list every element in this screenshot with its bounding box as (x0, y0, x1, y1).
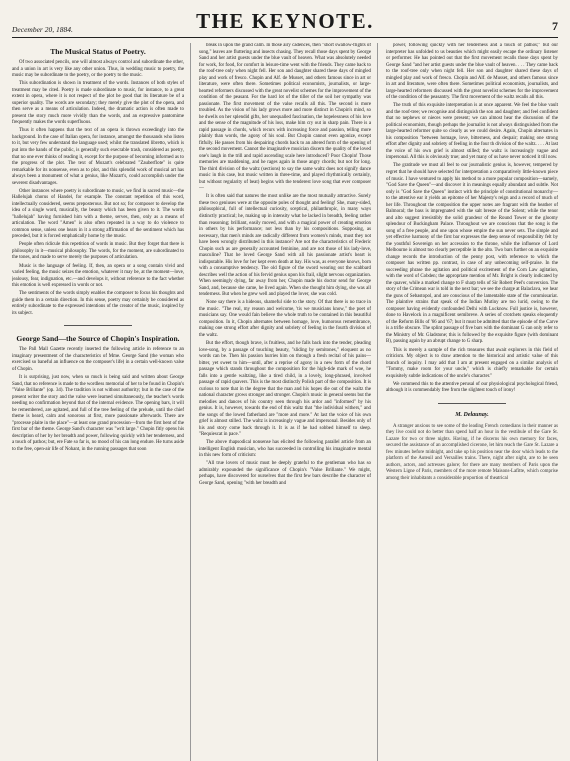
article-heading-poetry: The Musical Status of Poetry. (50, 47, 146, 56)
paragraph: The truth of this exquisite interpretation is at once apparent. We feel the blue vault and the roof-tree; we recognise and distinguish the son and daughter; and feel confident that no nephews or nieces were present; we can almost hear the discussion of the political economists, though perhaps the journalist is not always distinguished from the large-hearted reformer quite so clearly as we could desire. Again, Chopin alternates in his composition "between homage, love, bitterness, and despair; making one strong effort after dignity and sobriety of feeling in the four th division of the waltz. . . . At last the voice of his own grief is almost stilled; the waltz is increasingly vague and impersonal. All this is obviously true; and yet many of us have never noticed it till now. (386, 103, 558, 161)
issue-date: December 20, 1884. (12, 25, 73, 34)
article-body-continued (199, 43, 371, 488)
column-2 (199, 43, 378, 761)
section-divider (438, 403, 507, 404)
paragraph: break in upon the grand calm. In those airy cadences, then "short swallow-flights of song," leaves are fluttering and insects chasing. They recall those days spent by George Sand and her artist guests under the blue vault of heaven. What was absolutely needed for work, for food, for comfort in leisure-time went with the friends. They came back to the roof-tree only when night fell. Her son and daughter shared these days of mingled play and work of fresco. Chopin and Alf. de Musset, and others famous since in art or literature, were often there. Sometimes political economists, journalists, or large-hearted reformers discussed with the great novelist schemes for the improvement of the condition of the peasant. For the hard lot of the tiller of the soil her sympathy was passionate. The first movement of the valse recalls all this. The second is more troubled. As the vision of his lady grows more and more distinct in Chopin's mind, so he dwells on her splendid gifts, her unequalled fascination, the hopelessness of his love and the sense of the magnitude of his loss, make him cry out in sharp pain. There is a rapid passage in chords, which recurs with increasing force and passion, telling more plainly than words, the agony of his soul. But Chopin cannot even agonize, except fitfully. He passes from his despairing chords back to an altered form of the opening of the second movement. Cannot the imaginative musician discern the quality of the loved one's laugh in the trill and rapid ascending scale here introduced? Poor Chopin! Those memories are maddening, and he rages again in those angry chords; but not for long. The third division of the waltz (sections) to say the same waltz does not signify dance music in this case, but music written in three-time, and played rhythmically certainly, but without regularity of beat) begins with the tenderest love song that ever composer— (199, 43, 371, 192)
paragraph: Of two associated pencils, one will almost always control and subordinate the other, and a union in art is very like any other union. Thus, in wedding music to poetry, the music may be subordinate to the poetry, or the poetry to the music. (12, 60, 184, 79)
paragraph: A stranger anxious to see some of the leading French comedians in their manner as they live could not do better than spend half an hour in the vestibule of the Gare St. Lazare for two or three nights. Having, if he discerns his own memory for faces, secured the assistance of an accomplished cicerone, let him reach the Gare St. Lazare a few minutes before midnight, and take up his position near the door which leads to the platform of the Auteuil and Versailles trains. There, night after night, are to be seen authors, actors, and actresses galore; for there are many members of Paris upon the Western Ligne of Paris, members of the more remote Maisons-Lafitte, which comprise among their inhabitants a considerable proportion of theatrical (386, 423, 558, 481)
paragraph: The sentiments of the words simply enables the composer to focus his thoughts and guide them in a certain direction. In this sense, poetry may certainly be considered as entirely subordinate to the expressed intentions of the creator of the music, inspired by its subject. (12, 291, 184, 316)
paragraph: The gratitude we must all feel to our journalistic genius is, however, tempered by regret that he should have selected for interpretation a comparatively little-known piece of music. I have ventured to apply his method to a more popular composition—namely, "God Save the Queen"—and discover it in meanings equally abundant and subtle. Not only is "God Save the Queen" instinct with the principle of constitutional monarchy—to the attentive ear it yields an epitome of her Majesty's reign and a record of much of her life. Throughout the composition the upper notes are fragrant with the heather of Balmoral; the bass is impregnated with the salt breeze of the Solent; while the tenor and alto suggest irresistibly the solid grandeur of the Round Tower or the gloomy splendour of Buckingham Palace. Throughout we are conscious that the song is the song of a free people, and one upon whose empire the sun never sets. The simple and yet effective harmony of the first bar expresses the deep sense of responsibility felt by the youthful Sovereign on her accession to the throne, while the influence of Lord Melbourne is almost too clearly perceptible in the alto. Two bars further on an exquisite change records the introduction of the penny post, with reference to which the composer has written pp. contrast, in case of any unbecoming self-praise. In the succeeding phrase the agitation and political excitement of the Corn Law agitation, with the word of Cobden; the appropriate mention of Mr. Bright is clearly indicated by the quaver, while a marked change to F sharp tells of Sir Robert Peel's conversion. The story of the Crimean war is told in the next bar; we see the charge at Balaclava, we hear the guns of Sebastopol, and are conscious of the lamentable state of the commissariat. The plaintive strains that speak of the Indian Mutiny are too lurid, owing to the composer having evidently confounded Delhi with Lucknow. Full justice is, however, done to Havelock in a magnificent semibreve. A series of crotchets speaks eloquently of the Reform Bills of '66 and '67; but it must be admitted that the episode of the Carve is a trifle obscure. The splint passage of five bars with the dominant G can only refer to the Ministry of Mr. Gladstone; this is followed by the exquisite figure (with dominant B), passing again by an abrupt change to G sharp. (386, 163, 558, 345)
article-body-george-sand (12, 347, 184, 453)
column-1 (12, 43, 191, 761)
article-body-delaunay (386, 424, 558, 483)
paragraph: This is merely a sample of the rich treasures that await explorers in this field of criticism. My object is to draw attention to the historical and artistic value of this branch of inquiry. I may add that I am at present engaged on a similar analysis of "Tommy, make room for your uncle," which is chiefly remarkable for certain exquisitely subtle indications of the uncle's character." (386, 347, 558, 379)
paragraph: We commend this to the attentive perusal of our physiological psychological friend, although it is commendably free from the slightest touch of irony! (386, 381, 558, 394)
paragraph: It is often said that natures the most unlike are the most mutually attractive. Surely these two geniuses were at the opposite poles of thought and feeling! She, many-sided, philosophical, full of intellectual curiosity, sceptical, philanthropic, in many ways distinctly practical; he, making up in intensity what he lacked in breadth, feeling rather than reasoning; brilliant, easily moved, and with a magical power of creating emotion in others by his performance; not less than by his compositions. Supposing, as necessary, that men's minds are radically different from women's minds, must they not have been wrongly distributed in this instance? Are not the characteristics of Frederic Chopin such as are generally accounted feminine, and are not those of his lady-love, masculine? That he loved George Sand with all his passionate artist's heart is indisputable. His love for her kept even death at bay. His was, as everyone knows, born with a consumptive tendency. The old figure of the sword wearing out the scabbard describes well the action of his fervid genius upon his frail, slight nervous organization. When seemingly dying, far away from her, Chopin made his doctor send for George Sand, and, because she came, he lived again. When she thought him dying, she was all tenderness. But when he grew well and played the lover, she was cold. (199, 194, 371, 298)
article-columns (12, 43, 558, 761)
paragraph: power, following quickly with her tenderness and a touch of pathos;" but our interpreter has unfolded to us beauties which might easily escape the ordinary listener or performer. He has pointed out that the first movement recalls those days spent by George Sand "and her artist guests under the blue vault of heaven. . . . They came back to the roof-tree only when night fell. Her son and daughter shared these days of mingled play and work of fresco. Chopin and Alf. de Musset, and others famous since in art and literature, were often there. Sometimes political economists, journalists, and large-hearted reformers discussed with the great novelist schemes for the improvement of the condition of the peasantry. The first movement of the waltz recalls all this. (386, 43, 558, 101)
paragraph: This subordination is shown in treatment of the words. Instances of both styles of treatment may be cited. Poetry is made subordinate to music, for instance, to a great extent in opera, where it is not respect of the plot be good that its literature be of a superior quality. The words are secondary; they merely give the plot of the opera, and then serve as a means of articulation. Indeed, the dramatic action is often made to present the story much more vividly than the words, and an expressive pantomime frequently makes the words superfluous. (12, 81, 184, 126)
paragraph: "All true lovers of music must be deeply grateful to the gentleman who has so admirably expounded the significance of Chopin's "Valse Brillante." We might, perhaps, have discovered for ourselves that the first few bars describe the character of George Sand, opening "with her breadth and (199, 461, 371, 486)
paragraph: Music is the language of feeling. If, then, an opera or a song contain vivid and varied feeling, the music seizes the emotion, whatever it may be, at the moment—love, jealousy, fear, indignation, etc.—and develops it, without reference to the fact whether this emotion is well expressed in words or not. (12, 263, 184, 289)
paragraph: But the effort, though brave, is fruitless, and he falls back into the tender, pleading love-song, by a passage of touching beauty, "sliding by semitones," eloquent as no words can be. Then his passion hurries him on through a fresh recital of his pains—bitter, yet sweet to him—until, after a reprise of agony in a new form of the chord passage which stands throughout the composition for the high-tide mark of woe, he falls into a gentle waltzing, like a tired child, in a lovely, long-phrased, involved passage of rapid quavers. This is the most distinctly Polish part of the composition. It is curious to note that in the degree that the man and his hopes die out of the waltz the national character grows stronger and stronger. Chopin's music in general seems but the melodies and dances of his country seen through his ardor and "informed" by his genius. It is, however, towards the end of this waltz that "the individual withers," and the songs of the lowed fatherland are "more and more." At last the voice of his own grief is almost stilled. The waltz is increasingly vague and impersonal. Besides only of his and story come back through it. It is as if he had sobbed himself to sleep. "Requiescat in pace." (199, 340, 371, 438)
article-body-continued-2 (386, 43, 558, 395)
paragraph: The above rhapsodical nonsense has elicited the following parallel article from an intelligent English musician, who has succeeded in controlling his imaginative mental in this new form of criticism: (199, 440, 371, 459)
paragraph: People often ridicule this repetition of words in music. But they forget that there is philosophy in it—musical philosophy. The words, for the moment, are subordinated to the tones, and made to serve merely the purposes of articulation. (12, 242, 184, 261)
article-heading-delaunay: M. Delaunay. (455, 411, 489, 418)
paragraph: It is surprising, just now, when so much is being said and written about George Sand, that no reference is made to the wordless memorial of her to be found in Chopin's "Valse Brillante" (op. 34). The tradition is not without authority; but in the case of the present writer the story and the valse were learned simultaneously, the teacher's words needing no confirmation beyond that of the internal evidence. The opening bars, it will be remembered, are agitated, and full of the tree feeling of the prelude, until the chief theme is heard, calm and sonorous at first, more passionate afterwards. There are "processe plaite in the place"—at least one grand procession—from the first bent of the first bar of the theme. George Sand's character was "writ large." Chopin fitly opens his description of her by her breadth and power, following quickly with her tenderness, and a touch of pathos; but, ere Fate so far is, no mood of his can long endure. He turns aside to the free, open-air life of Nohant, in the running passages that soon (12, 375, 184, 452)
section-divider (64, 325, 133, 326)
paragraph: Other instances where poetry is subordinate to music, we find in sacred music—the Hallelujah chorus of Handel, for example. The constant repetition of this word, intellectually considered, seems preposterous. But not so; for composer to develop the idea of a single word, musically, the beauty which has been given to it. The words "hallelujah" having furnished him with a theme, serves, then, only as a means of articulation. The word "Amen" is also often repeated in a way to do violence to common sense, unless one hears in it a strong affirmation of the sentiment which has preceded, but it is forced emphatically home by the music. (12, 188, 184, 240)
paragraph: None say there is a hideous, shameful side to the story. Of that there is no trace in the music. "The real, my reason and welcome, 'tis we musicians know," the poet of musicians say. One would fain believe the whole truth to be contained in this beautiful composition. In it, Chopin alternates between homage, love, humorous remembrance, making one strong effort after dignity and sobriety of feeling in the fourth division of the waltz. (199, 300, 371, 338)
article-body-poetry (12, 60, 184, 317)
page-number: 7 (552, 19, 558, 33)
paragraph: The Pall Mall Gazette recently inserted the following article in reference to an imaginary presentment of the characteristics of Mme. George Sand (the woman who exercised so baneful an influence on the composer's life) in a certain well-known valse of Chopin. (12, 347, 184, 372)
paragraph: Thus it often happens that the text of an opera is thrown exceedingly into the background. In the case of Italian opera, for instance, amongst the thousands who listen to it, but very few understand the language used; whilst the translated libretto, which is put into the hands of the public, is generally such execrable trash, considered as poetry, that no one ever thinks of reading it, except for the purpose of becoming informed as to the progress of the plot. The text of Mozart's celebrated "Zauberflote" is quite remarkable for its nonsense, even as to plot, and this splendid work of musical art has always been a monument of what a genius, like Mozart's, could accomplish under the severest disadvantages. (12, 128, 184, 186)
masthead (12, 8, 558, 38)
article-heading-george-sand: George Sand—the Source of Chopin's Inspiration. (16, 334, 180, 344)
column-3 (386, 43, 558, 761)
publication-title: THE KEYNOTE. (196, 9, 374, 33)
